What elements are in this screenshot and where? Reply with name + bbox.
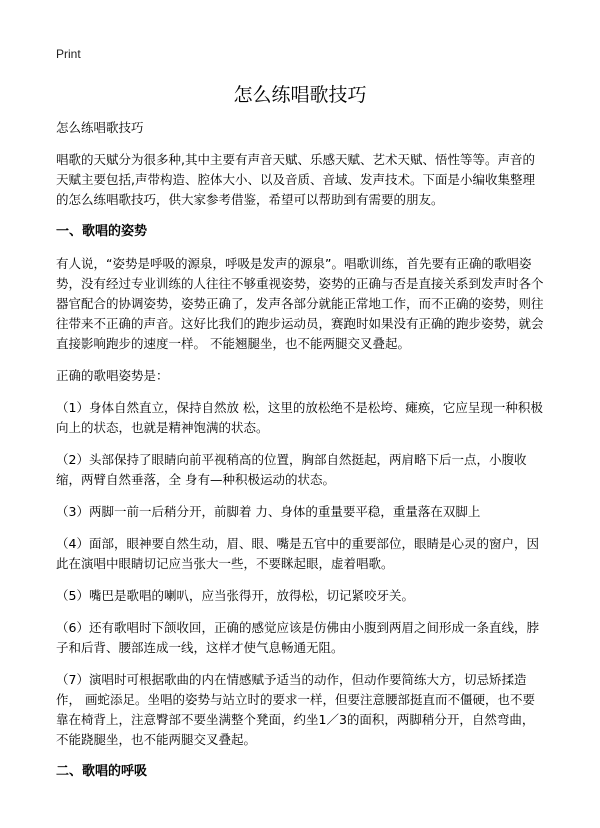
section-heading-breathing: 二、歌唱的呼吸 [56, 764, 148, 779]
posture-item: （7）演唱时可根据歌曲的内在情感赋予适当的动作，但动作要简练大方，切忌矫揉造作， 画蛇添足。坐唱的姿势与站立时的要求一样，但要注意腰部挺直而不僵硬，也不要靠在椅背上，注意臀部不要坐满整个凳面，约坐1／3的面积，两脚稍分开，自然弯曲，不能跷腿坐，也不能两腿交叉叠起。 [56, 672, 535, 747]
posture-item: （5）嘴巴是歌唱的喇叭，应当张得开，放得松，切记紧咬牙关。 [56, 588, 414, 603]
article-body [56, 118, 546, 794]
posture-lead: 正确的歌唱姿势是： [56, 368, 169, 383]
posture-item: （4）面部，眼神要自然生动，眉、眼、嘴是五官中的重要部位，眼睛是心灵的窗户，因此在演唱中眼睛切记应当张大一些，不要眯起眼，虚着唱歌。 [56, 536, 539, 571]
posture-paragraph: 有人说，“姿势是呼吸的源泉，呼吸是发声的源泉”。唱歌训练，首先要有正确的歌唱姿势，没有经过专业训练的人往往不够重视姿势，姿势的正确与否是直接关系到发声时各个器官配合的协调姿势，姿势正确了，发声各部分就能正常地工作，而不正确的姿势，则往往带来不正确的声音。这好比我们的跑步运动员，赛跑时如果没有正确的跑步姿势，就会直接影响跑步的速度一样。 不能翘腿坐，也不能两腿交叉叠起。 [56, 256, 544, 351]
posture-item: （6）还有歌唱时下颌收回，正确的感觉应该是仿佛由小腹到两眉之间形成一条直线，脖子和后背、腰部连成一线，这样才使气息畅通无阻。 [56, 620, 539, 655]
intro-paragraph: 唱歌的天赋分为很多种,其中主要有声音天赋、乐感天赋、艺术天赋、悟性等等。声音的天赋主要包括,声带构造、腔体大小、以及音质、音域、发声技术。下面是小编收集整理的怎么练唱歌技巧，供大家参考借鉴，希望可以帮助到有需要的朋友。 [56, 152, 535, 207]
page-title: 怎么练唱歌技巧 [233, 84, 367, 106]
article-subtitle: 怎么练唱歌技巧 [56, 120, 144, 135]
posture-item: （2）头部保持了眼睛向前平视稍高的位置，胸部自然挺起，两肩略下后一点，小腹收缩，两臂自然垂落，全 身有—种积极运动的状态。 [56, 452, 527, 487]
section-heading-posture: 一、歌唱的姿势 [56, 224, 148, 239]
posture-item: （1）身体自然直立，保持自然放 松，这里的放松绝不是松垮、瘫痪，它应呈现一种积极向上的状态，也就是精神饱满的状态。 [56, 400, 543, 435]
posture-item: （3）两脚一前一后稍分开，前脚着 力、身体的重量要平稳，重量落在双脚上 [56, 504, 481, 519]
print-link[interactable]: Print [56, 47, 81, 61]
